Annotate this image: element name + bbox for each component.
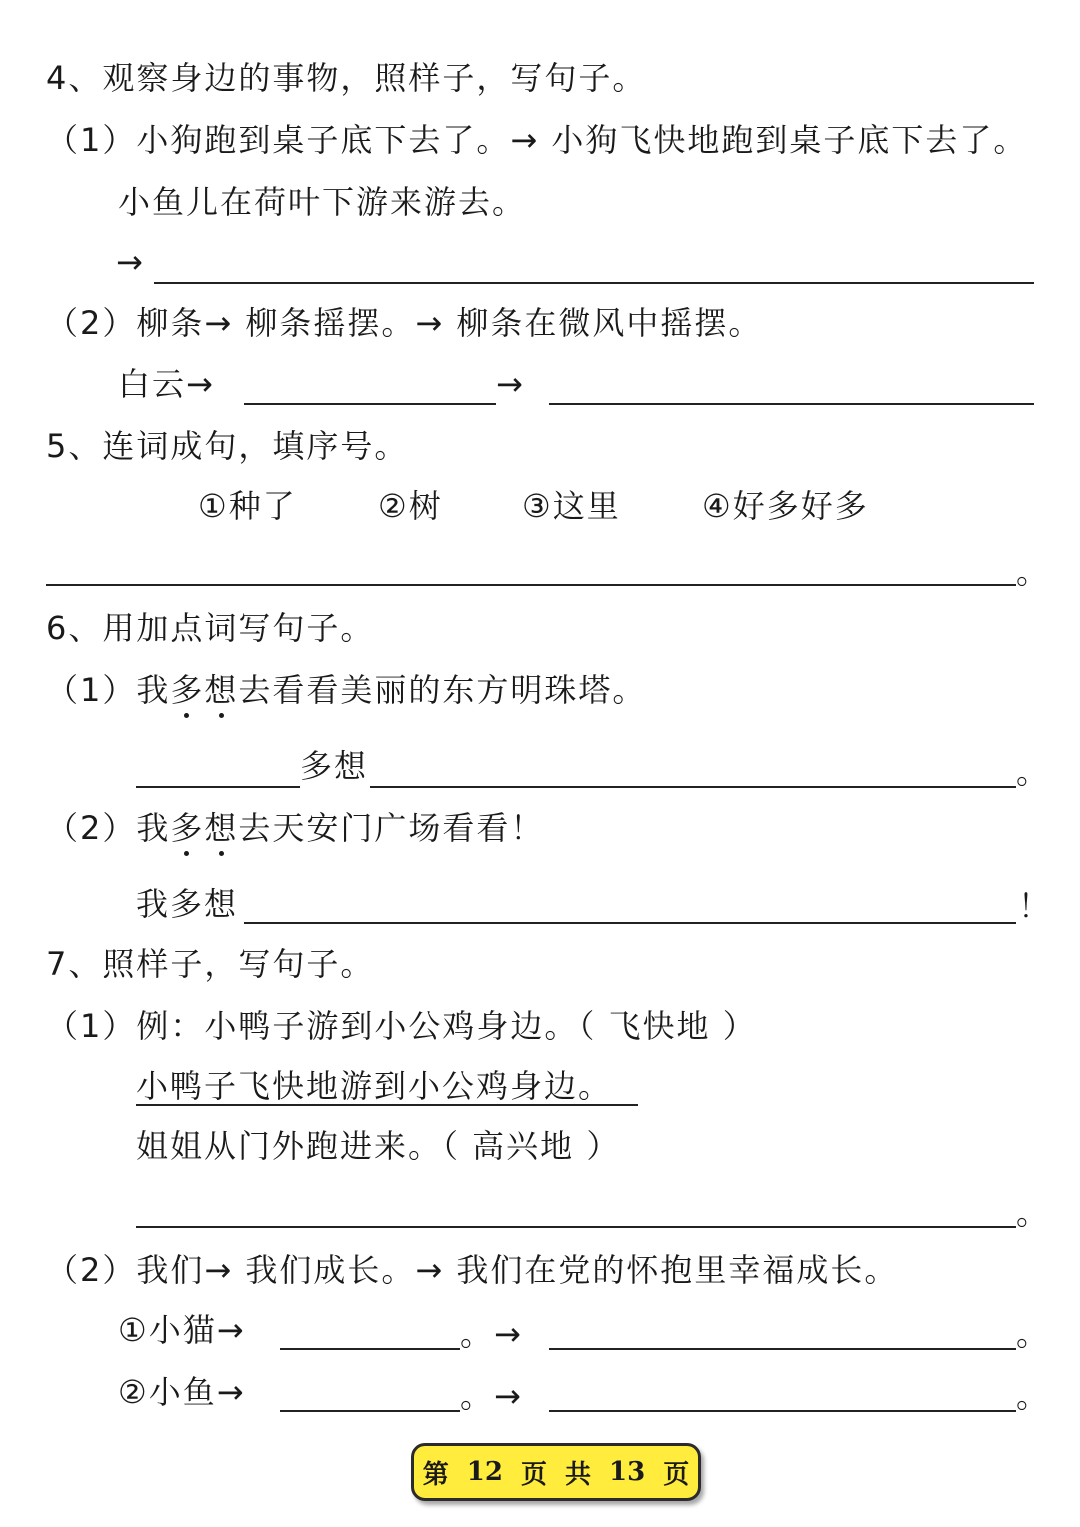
- q6-1-end-mark: 。: [1016, 753, 1051, 791]
- emphasis-dot: [184, 713, 189, 718]
- q4-2-answer-line-2[interactable]: [549, 403, 1034, 405]
- q7-1-prompt: 姐姐从门外跑进来。（ 高兴地 ）: [136, 1127, 621, 1165]
- q4-2-prompt: 白云→: [118, 365, 215, 403]
- q7-2-item-2-line-1[interactable]: [280, 1410, 460, 1412]
- q5-word-1: ①种了: [198, 487, 297, 525]
- q4-2-answer-line-1[interactable]: [244, 403, 496, 405]
- q7-2-item-2-end: 。: [1016, 1377, 1051, 1415]
- q5-word-4: ④好多好多: [702, 487, 869, 525]
- q6-1-answer-line-1[interactable]: [136, 786, 300, 788]
- q6-2-end-mark: ！: [1018, 887, 1053, 925]
- q4-2-arrow: →: [496, 365, 525, 403]
- q5-word-3: ③这里: [522, 487, 621, 525]
- q6-2-answer-line[interactable]: [244, 922, 1016, 924]
- page-label: 页: [663, 1459, 690, 1490]
- q7-2-item-2: ②小鱼→: [118, 1373, 246, 1411]
- q4-1-example: （1）小狗跑到桌子底下去了。→ 小狗飞快地跑到桌子底下去了。: [46, 121, 1028, 159]
- q4-1-prompt: 小鱼儿在荷叶下游来游去。: [118, 183, 527, 221]
- q7-2-item-2-line-2[interactable]: [549, 1410, 1016, 1412]
- page-indicator: [411, 1443, 701, 1501]
- q7-title: 7、照样子，写句子。: [46, 945, 375, 983]
- q6-2-sentence: （2）我多想去天安门广场看看！: [46, 809, 545, 847]
- q4-1-answer-line[interactable]: [154, 282, 1034, 284]
- page-label: 第: [422, 1459, 449, 1490]
- total-pages: 13: [609, 1457, 646, 1487]
- emphasis-dot: [184, 851, 189, 856]
- q4-1-arrow: →: [116, 243, 145, 281]
- q7-2-item-1-line-1[interactable]: [280, 1348, 460, 1350]
- q7-1-answer-underline: [136, 1104, 638, 1106]
- q6-1-sentence: （1）我多想去看看美丽的东方明珠塔。: [46, 671, 647, 709]
- q4-2-example: （2）柳条→ 柳条摇摆。→ 柳条在微风中摇摆。: [46, 304, 763, 342]
- emphasis-dot: [219, 713, 224, 718]
- q7-2-item-1-mid: 。→: [460, 1315, 523, 1353]
- q7-2-item-1-end: 。: [1016, 1315, 1051, 1353]
- q7-2-item-1-line-2[interactable]: [549, 1348, 1016, 1350]
- q5-end-mark: 。: [1016, 553, 1051, 591]
- q5-answer-line[interactable]: [46, 584, 1016, 586]
- emphasis-dot: [219, 851, 224, 856]
- q7-1-example: （1）例：小鸭子游到小公鸡身边。（ 飞快地 ）: [46, 1007, 757, 1045]
- q7-1-answer-line[interactable]: [136, 1226, 1016, 1228]
- q6-1-keyword: 多想: [300, 747, 369, 785]
- q6-title: 6、用加点词写句子。: [46, 609, 375, 647]
- q4-title: 4、观察身边的事物，照样子，写句子。: [46, 59, 647, 97]
- page-label: 共: [565, 1459, 592, 1490]
- q7-2-example: （2）我们→ 我们成长。→ 我们在党的怀抱里幸福成长。: [46, 1251, 899, 1289]
- q6-1-answer-line-2[interactable]: [370, 786, 1016, 788]
- q5-word-2: ②树: [378, 487, 443, 525]
- q6-2-prefix: 我多想: [136, 885, 239, 923]
- q7-1-answer: 小鸭子飞快地游到小公鸡身边。: [136, 1067, 613, 1105]
- q5-title: 5、连词成句，填序号。: [46, 427, 409, 465]
- q7-1-end-mark: 。: [1016, 1194, 1051, 1232]
- current-page: 12: [466, 1457, 503, 1487]
- q7-2-item-1: ①小猫→: [118, 1311, 246, 1349]
- q7-2-item-2-mid: 。→: [460, 1377, 523, 1415]
- page-label: 页: [520, 1459, 547, 1490]
